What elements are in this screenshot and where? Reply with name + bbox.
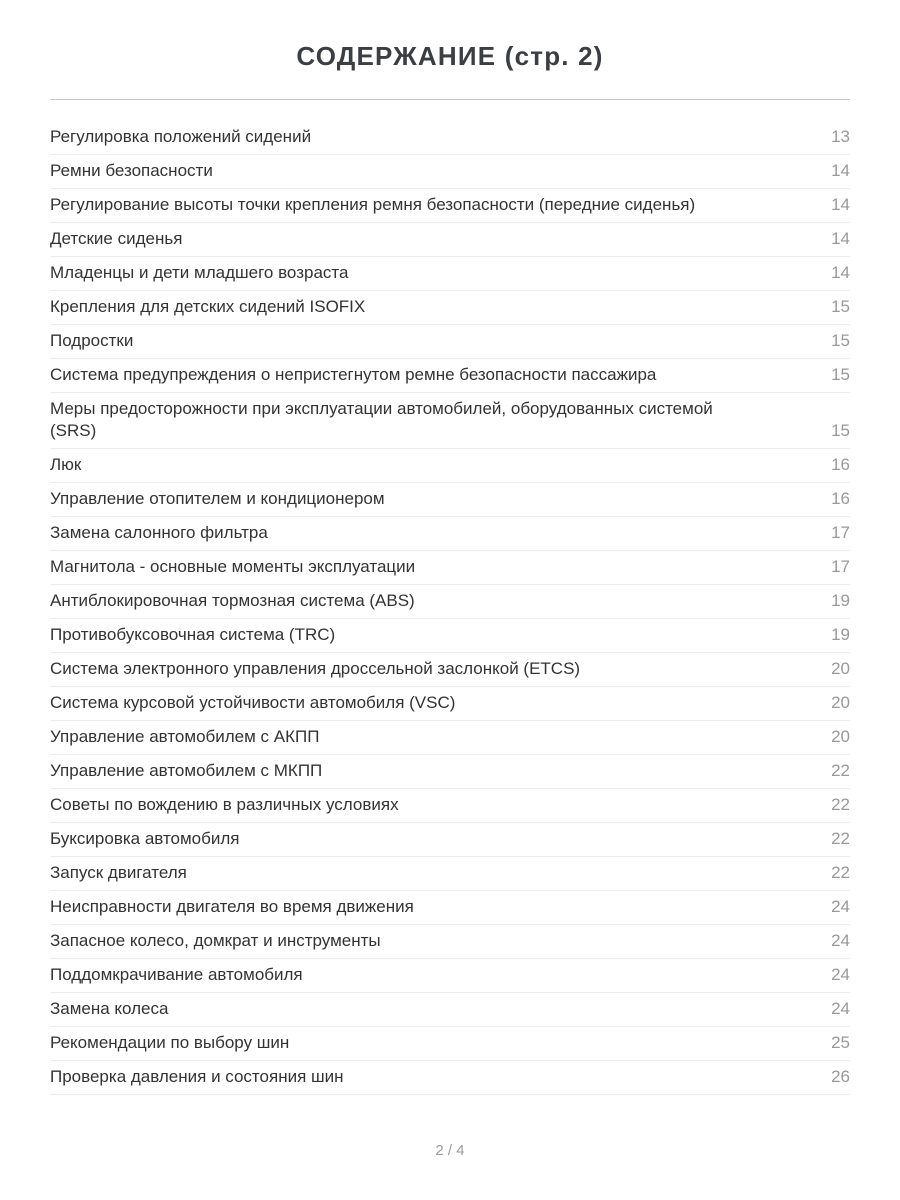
- toc-entry-title: Буксировка автомобиля: [50, 829, 240, 848]
- toc-entry-title: Рекомендации по выбору шин: [50, 1033, 290, 1052]
- toc-entry-page-number: 19: [831, 625, 850, 644]
- toc-entry-page-number: 15: [831, 297, 850, 316]
- toc-entry: [50, 687, 850, 721]
- toc-entry-title: Ремни безопасности: [50, 161, 213, 180]
- toc-entry-title: Детские сиденья: [50, 229, 183, 248]
- toc-entry-page-number: 24: [831, 931, 850, 950]
- toc-entry-page-number: 14: [831, 263, 850, 282]
- page-title: СОДЕРЖАНИЕ (стр. 2): [296, 41, 604, 71]
- toc-entry-page-number: 24: [831, 897, 850, 916]
- toc-entry-page-number: 25: [831, 1033, 850, 1052]
- toc-list: [50, 121, 850, 1095]
- toc-entry: [50, 959, 850, 993]
- toc-entry-title: Антиблокировочная тормозная система (ABS): [50, 591, 415, 610]
- toc-entry-title: Проверка давления и состояния шин: [50, 1067, 344, 1086]
- toc-entry: [50, 823, 850, 857]
- toc-entry-title: Советы по вождению в различных условиях: [50, 795, 399, 814]
- toc-entry-title: Магнитола - основные моменты эксплуатации: [50, 557, 416, 576]
- page-number-indicator: 2 / 4: [435, 1142, 465, 1159]
- toc-entry-page-number: 14: [831, 229, 850, 248]
- toc-entry-title: Подростки: [50, 331, 134, 350]
- toc-entry: [50, 189, 850, 223]
- toc-entry: [50, 291, 850, 325]
- toc-entry-page-number: 22: [831, 795, 850, 814]
- toc-entry: [50, 449, 850, 483]
- toc-entry-title: Младенцы и дети младшего возраста: [50, 263, 349, 282]
- toc-entry: [50, 325, 850, 359]
- toc-entry-title: Крепления для детских сидений ISOFIX: [50, 297, 366, 316]
- toc-entry-title: Люк: [50, 455, 82, 474]
- toc-entry-page-number: 15: [831, 365, 850, 384]
- toc-entry: [50, 993, 850, 1027]
- toc-entry: [50, 721, 850, 755]
- toc-entry-page-number: 20: [831, 693, 850, 712]
- toc-entry: [50, 653, 850, 687]
- toc-entry: [50, 1061, 850, 1095]
- toc-entry-title: Поддомкрачивание автомобиля: [50, 965, 303, 984]
- toc-entry-page-number: 15: [831, 421, 850, 440]
- toc-entry-page-number: 22: [831, 863, 850, 882]
- toc-entry-page-number: 22: [831, 761, 850, 780]
- toc-entry-page-number: 20: [831, 659, 850, 678]
- toc-entry-page-number: 26: [831, 1067, 850, 1086]
- toc-entry-title: Противобуксовочная система (TRC): [50, 625, 336, 644]
- toc-entry-page-number: 20: [831, 727, 850, 746]
- toc-entry-title: Неисправности двигателя во время движения: [50, 897, 414, 916]
- toc-entry-page-number: 24: [831, 965, 850, 984]
- toc-entry: [50, 517, 850, 551]
- toc-entry-page-number: 14: [831, 161, 850, 180]
- toc-entry-title: Запасное колесо, домкрат и инструменты: [50, 931, 381, 950]
- toc-entry-page-number: 17: [831, 557, 850, 576]
- toc-entry: [50, 857, 850, 891]
- toc-entry: [50, 1027, 850, 1061]
- toc-entry-page-number: 16: [831, 489, 850, 508]
- toc-entry-title: Система электронного управления дроссельной заслонкой (ETCS): [50, 659, 581, 678]
- toc-entry-title: Система предупреждения о непристегнутом ремне безопасности пассажира: [50, 365, 657, 384]
- header-divider: [50, 99, 850, 100]
- toc-entry: [50, 223, 850, 257]
- toc-entry: [50, 393, 850, 449]
- toc-entry-title: Управление автомобилем с АКПП: [50, 727, 320, 746]
- toc-entry-page-number: 14: [831, 195, 850, 214]
- toc-entry: [50, 359, 850, 393]
- toc-entry: [50, 619, 850, 653]
- toc-entry-title: Замена салонного фильтра: [50, 523, 268, 542]
- toc-entry: [50, 257, 850, 291]
- toc-entry-title: Меры предосторожности при эксплуатации автомобилей, оборудованных системой (SRS): [50, 399, 713, 440]
- toc-entry-page-number: 16: [831, 455, 850, 474]
- toc-entry-title: Управление отопителем и кондиционером: [50, 489, 385, 508]
- toc-entry: [50, 789, 850, 823]
- toc-entry: [50, 155, 850, 189]
- toc-entry-page-number: 24: [831, 999, 850, 1018]
- toc-entry: [50, 755, 850, 789]
- toc-entry-title: Регулировка положений сидений: [50, 127, 312, 146]
- toc-entry: [50, 551, 850, 585]
- toc-entry: [50, 925, 850, 959]
- toc-entry-page-number: 22: [831, 829, 850, 848]
- toc-entry: [50, 891, 850, 925]
- toc-entry-page-number: 17: [831, 523, 850, 542]
- toc-entry-title: Регулирование высоты точки крепления ремня безопасности (передние сиденья): [50, 195, 696, 214]
- toc-entry-title: Управление автомобилем с МКПП: [50, 761, 323, 780]
- toc-entry-title: Запуск двигателя: [50, 863, 187, 882]
- toc-entry-page-number: 15: [831, 331, 850, 350]
- toc-entry-title: Замена колеса: [50, 999, 169, 1018]
- toc-entry: [50, 483, 850, 517]
- toc-entry: [50, 121, 850, 155]
- toc-entry-page-number: 19: [831, 591, 850, 610]
- toc-entry-page-number: 13: [831, 127, 850, 146]
- toc-entry-title: Система курсовой устойчивости автомобиля (VSC): [50, 693, 456, 712]
- toc-entry: [50, 585, 850, 619]
